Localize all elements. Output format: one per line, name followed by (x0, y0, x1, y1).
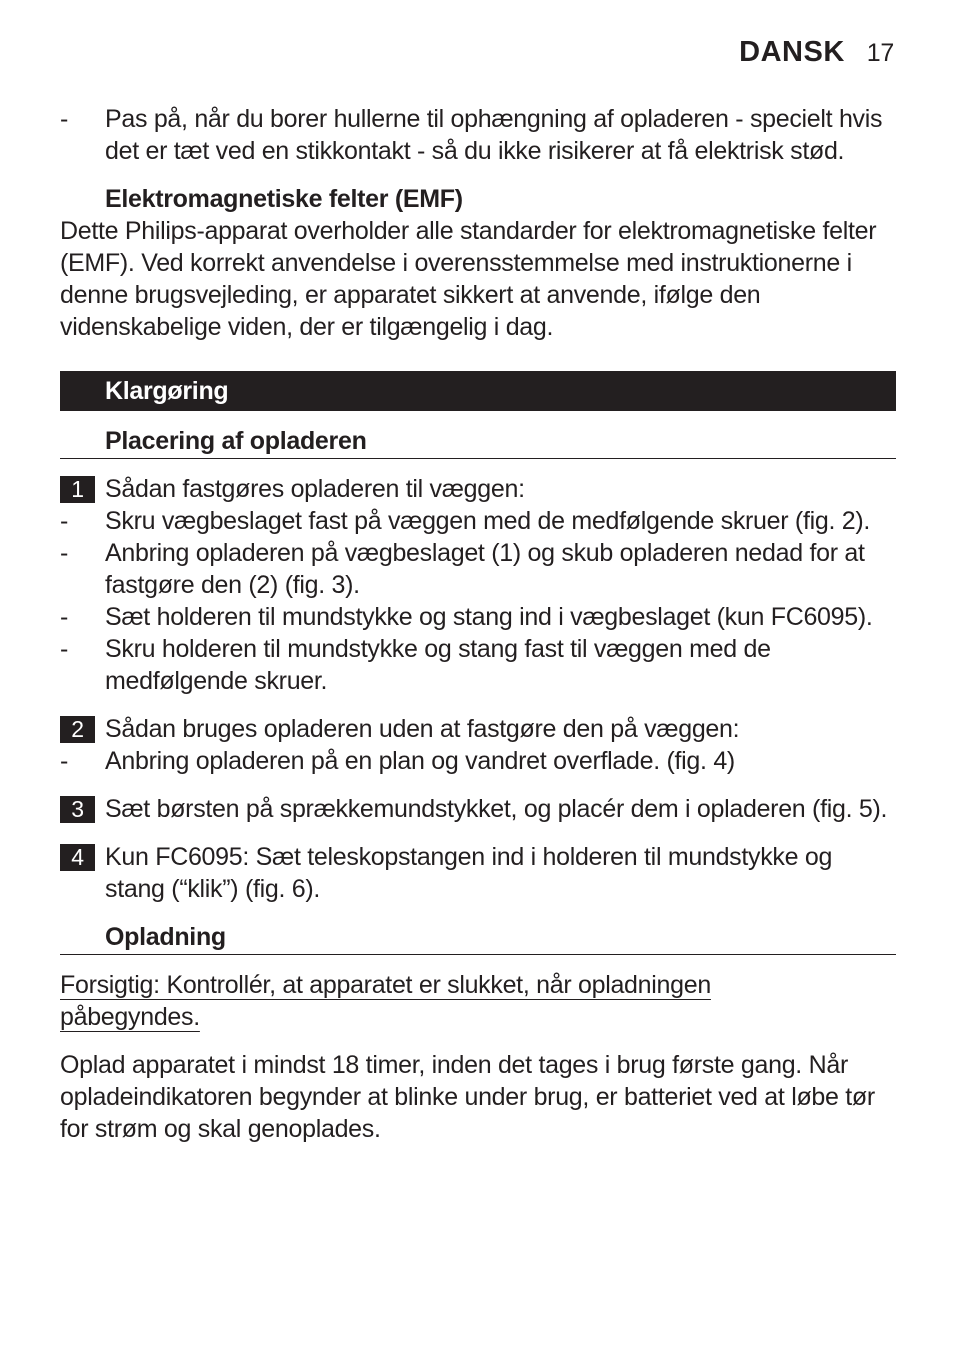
step-1-bullet (60, 633, 896, 697)
bullet-dash: - (60, 105, 69, 133)
placement-heading: Placering af opladeren (60, 425, 896, 459)
page-content (60, 103, 896, 1145)
page-number: 17 (866, 39, 894, 67)
bullet-text: Skru vægbeslaget fast på væggen med de medfølgende skruer (fig. 2). (105, 507, 871, 535)
step-number-badge: 4 (60, 844, 95, 871)
language-label: DANSK (739, 36, 845, 68)
step-3 (60, 793, 896, 825)
page-header (739, 36, 894, 69)
step-number-badge: 3 (60, 796, 95, 823)
bullet-dash: - (60, 603, 69, 631)
step-1 (60, 473, 896, 505)
bullet-dash: - (60, 507, 69, 535)
intro-bullet (60, 103, 896, 167)
step-number-badge: 2 (60, 716, 95, 743)
step-text: Sådan fastgøres opladeren til væggen: (105, 475, 525, 503)
step-2-bullet (60, 745, 896, 777)
emf-heading: Elektromagnetiske felter (EMF) (105, 185, 463, 213)
intro-bullet-text: Pas på, når du borer hullerne til ophængning af opladeren - specielt hvis det er tæt ved en stikkontakt - så du ikke risikerer at få elektrisk stød. (105, 105, 883, 165)
charging-body: Oplad apparatet i mindst 18 timer, inden det tages i brug første gang. Når opladeindikatoren begynder at blinke under brug, er batteriet ved at løbe tør for strøm og skal genoplades. (60, 1051, 875, 1143)
step-4 (60, 841, 896, 905)
step-1-bullet (60, 601, 896, 633)
step-1-bullet (60, 537, 896, 601)
bullet-text: Skru holderen til mundstykke og stang fast til væggen med de medfølgende skruer. (105, 635, 771, 695)
caution-note (60, 969, 766, 1033)
step-text: Sæt børsten på sprækkemundstykket, og placér dem i opladeren (fig. 5). (105, 795, 888, 823)
caution-text: Forsigtig: Kontrollér, at apparatet er slukket, når opladningen påbegyndes. (60, 971, 711, 1031)
bullet-dash: - (60, 539, 69, 567)
charging-heading: Opladning (60, 921, 896, 955)
step-2 (60, 713, 896, 745)
emf-body: Dette Philips-apparat overholder alle standarder for elektromagnetiske felter (EMF). Ved korrekt anvendelse i overensstemmelse med instruktionerne i denne brugsvejleding, er apparatet sikkert at anvende, ifølge den videnskabelige viden, der er tilgængelig i dag. (60, 217, 877, 341)
step-1-bullet (60, 505, 896, 537)
step-number-badge: 1 (60, 476, 95, 503)
bullet-text: Sæt holderen til mundstykke og stang ind i vægbeslaget (kun FC6095). (105, 603, 873, 631)
step-text: Sådan bruges opladeren uden at fastgøre den på væggen: (105, 715, 740, 743)
bullet-text: Anbring opladeren på vægbeslaget (1) og skub opladeren nedad for at fastgøre den (2) (fig. 3). (105, 539, 865, 599)
section-title-bar: Klargøring (60, 371, 896, 411)
step-text: Kun FC6095: Sæt teleskopstangen ind i holderen til mundstykke og stang (“klik”) (fig. 6). (105, 843, 833, 903)
bullet-dash: - (60, 747, 69, 775)
bullet-text: Anbring opladeren på en plan og vandret overflade. (fig. 4) (105, 747, 735, 775)
bullet-dash: - (60, 635, 69, 663)
